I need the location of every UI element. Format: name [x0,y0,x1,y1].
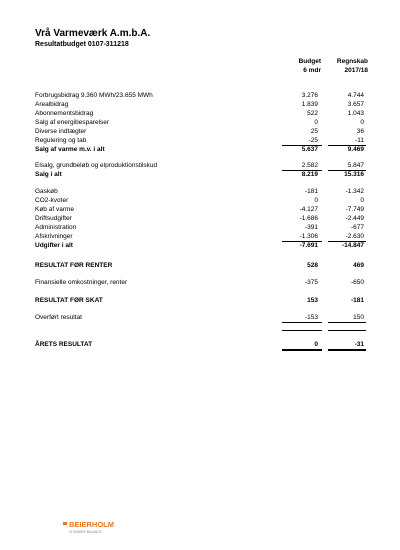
table-row [0,170,400,179]
regnskab-value: 3.657 [347,101,364,108]
row-label: RESULTAT FØR SKAT [35,297,103,304]
table-row [0,232,400,241]
budget-value: 2.582 [301,162,318,169]
table-row [0,109,400,118]
table-row [0,223,400,232]
logo-mark-icon [63,522,67,525]
row-label: Elsalg, grundbeløb og elproduktionstilskud [35,162,158,169]
table-row [0,91,400,100]
budget-value: -153 [304,314,318,321]
table-row [0,261,400,270]
beierholm-logo [63,519,133,539]
total-rule-double [328,349,366,351]
report-subtitle: Resultatbudget 0107-311218 [35,41,129,48]
budget-value: -181 [304,188,318,195]
table-row [0,187,400,196]
logo-graphic [63,519,133,539]
table-row [0,136,400,145]
regnskab-value: 15.316 [344,171,364,178]
row-label: Regulering og tab [35,137,87,144]
regnskab-value: -1.342 [345,188,364,195]
budget-value: 528 [307,262,318,269]
row-label: Driftsudgifter [35,215,72,222]
budget-value: 5.637 [301,146,318,153]
budget-value: -1.686 [299,215,318,222]
budget-value: 1.839 [301,101,318,108]
regnskab-value: 150 [353,314,364,321]
row-label: Overført resultat [35,314,82,321]
table-row [0,241,400,250]
row-label: Abonnementsbidrag [35,110,94,117]
budget-value: 522 [307,110,318,117]
subtotal-rule [282,322,322,323]
budget-value: -1.306 [299,233,318,240]
column-header-budget [281,57,321,75]
regnskab-value: 36 [356,128,364,135]
row-label: Diverse indtægter [35,128,87,135]
table-row [0,296,400,305]
logo-tagline: VI SKABER BALANCE [69,530,102,534]
column-header-regnskab [328,57,368,75]
table-row [0,214,400,223]
column-header-budget-line2: 6 mdr [303,67,321,74]
table-row [0,100,400,109]
budget-value: -4.127 [299,206,318,213]
regnskab-value: -2.449 [345,215,364,222]
regnskab-value: -181 [350,297,364,304]
budget-value: 0 [314,197,318,204]
column-header-regnskab-line2: 2017/18 [344,67,368,74]
row-label: Arealbidrag [35,101,69,108]
total-rule-top [282,330,322,331]
row-label: Gaskøb [35,188,58,195]
table-row [0,145,400,154]
regnskab-value: 4.744 [347,92,364,99]
row-label: Salg af varme m.v. i alt [35,146,105,153]
company-name: Vrå Varmeværk A.m.b.A. [35,28,151,39]
row-label: Køb af varme [35,206,75,213]
regnskab-value: -14.847 [341,242,364,249]
table-row [0,313,400,322]
budget-value: 25 [310,128,318,135]
row-label: Salg af energibesparelser [35,119,110,126]
regnskab-value: -677 [350,224,364,231]
regnskab-value: 469 [353,262,364,269]
row-label: Finansielle omkostninger, renter [35,279,128,286]
table-row [0,127,400,136]
table-row [0,161,400,170]
table-row [0,278,400,287]
budget-value: 0 [314,341,318,348]
column-header-regnskab-line1: Regnskab [336,58,368,65]
budget-value: -25 [308,137,318,144]
regnskab-value: -7.749 [345,206,364,213]
regnskab-value: -2.630 [345,233,364,240]
row-label: Afskrivninger [35,233,73,240]
row-label: Udgifter i alt [35,242,73,249]
row-label: Administration [35,224,77,231]
regnskab-value: -11 [355,137,364,144]
budget-value: -375 [304,279,318,286]
regnskab-value: 0 [360,197,364,204]
row-label: RESULTAT FØR RENTER [35,262,113,269]
row-label: CO2-kvoter [35,197,69,204]
logo-wordmark: BEIERHOLM [69,520,114,529]
table-row [0,118,400,127]
regnskab-value: 0 [360,119,364,126]
regnskab-value: 9.469 [347,146,364,153]
regnskab-value: -650 [350,279,364,286]
budget-value: 0 [314,119,318,126]
budget-value: 8.219 [301,171,318,178]
budget-value: 3.276 [301,92,318,99]
budget-value: -391 [304,224,318,231]
budget-value: 153 [307,297,318,304]
row-label: Salg i alt [35,171,62,178]
table-row [0,340,400,349]
table-row [0,205,400,214]
budget-value: -7.691 [299,242,318,249]
regnskab-value: 1.043 [347,110,364,117]
regnskab-value: -31 [354,341,364,348]
total-rule-double [282,349,322,351]
row-label: Forbrugsbidrag 9.360 MWh/23.655 MWh [35,92,153,99]
subtotal-rule [328,322,366,323]
row-label: ÅRETS RESULTAT [35,341,93,348]
total-rule-top [328,330,366,331]
column-header-budget-line1: Budget [298,58,321,65]
regnskab-value: 5.847 [347,162,364,169]
table-row [0,196,400,205]
